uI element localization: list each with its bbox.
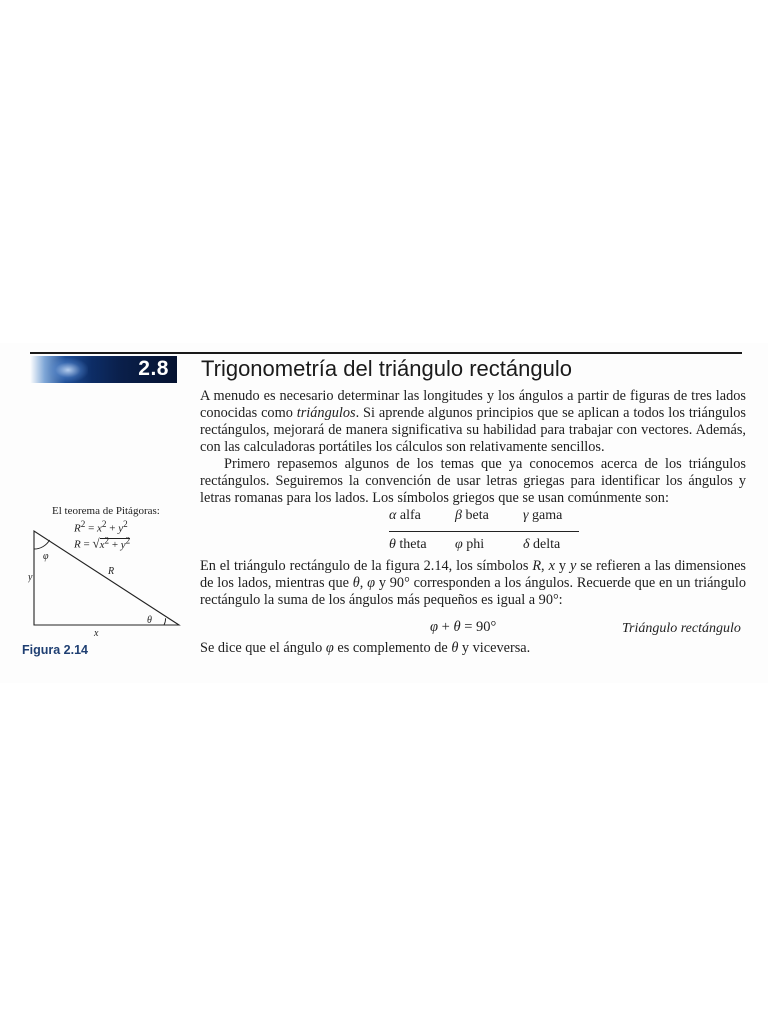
equation-label: Triángulo rectángulo (622, 621, 741, 636)
paragraph-3-block (200, 558, 746, 609)
paragraph-3-text: se refieren a las dimensiones de los lados, mientras que (200, 558, 746, 591)
formula-exponent: 2 (80, 519, 86, 529)
phi-angle-arc (34, 540, 50, 549)
separator: y (554, 558, 570, 574)
symbol-y: y (569, 558, 577, 574)
greek-symbol: α (389, 508, 397, 523)
greek-name: beta (465, 508, 489, 523)
formula-term: y (120, 538, 126, 551)
formula-term: R (74, 538, 81, 551)
triangle-shape (34, 531, 179, 625)
theta-angle-arc (164, 618, 166, 625)
pythagoras-title: El teorema de Pitágoras: (52, 505, 160, 517)
complement-sentence (200, 640, 530, 657)
greek-symbol: θ (389, 537, 396, 552)
angle-sum-equation (430, 619, 496, 636)
formula-term: R (74, 522, 81, 535)
paragraph-2: Primero repasemos algunos de los temas que ya conocemos acerca de los triángulos rectángulos. Seguiremos la convención de usar letras griegas para identificar los ángulos y letras romanas para los lados. Los símbolos griegos que se usan comúnmente son: (200, 456, 746, 506)
paragraph-1 (200, 388, 746, 456)
greek-name: phi (466, 537, 485, 552)
symbol-R: R (532, 558, 542, 574)
formula-term: x (97, 522, 102, 535)
square-root-icon: √ (92, 535, 100, 551)
greek-name: gama (532, 508, 563, 523)
formula-exponent: 2 (125, 535, 131, 545)
label-theta: θ (147, 615, 152, 626)
paragraph-1-text-b: . Si aprende algunos principios que se aplican a todos los triángulos rectángulos, mejorará de manera significativa su habilidad para trabajar con vectores. Además, con las calculadoras portátiles los cálculos son relativamente sencillos. (200, 405, 746, 455)
greek-name: alfa (399, 508, 421, 523)
paragraph-1-text-a: A menudo es necesario determinar las longitudes y los ángulos a partir de figuras de tres lados conocidas como (200, 388, 746, 421)
figure-caption: Figura 2.14 (22, 643, 88, 657)
greek-cell (523, 532, 579, 556)
section-title: Trigonometría del triángulo rectángulo (201, 356, 572, 381)
paragraph-1-emphasis: triángulos (296, 405, 356, 421)
symbol-phi: φ (325, 640, 334, 656)
separator: , (359, 575, 368, 591)
greek-cell (455, 532, 523, 556)
greek-symbol: γ (523, 508, 529, 523)
formula-operator: + (106, 522, 119, 535)
formula-operator: = (85, 522, 98, 535)
equation-plus: + (438, 619, 454, 635)
greek-name: theta (399, 537, 427, 552)
greek-row (389, 532, 579, 556)
greek-cell (389, 532, 455, 556)
greek-name: delta (533, 537, 561, 552)
greek-cell (389, 506, 455, 532)
sentence-text: es complemento de (333, 640, 452, 656)
section-top-rule (30, 352, 742, 354)
label-x: x (94, 628, 99, 638)
greek-cell (523, 506, 579, 532)
section-number: 2.8 (138, 357, 169, 380)
formula-operator: + (109, 538, 121, 551)
symbol-phi: φ (367, 575, 376, 591)
label-R: R (108, 566, 115, 577)
symbol-theta: θ (352, 575, 360, 591)
sentence-text: y viceversa. (458, 640, 531, 656)
equation-phi: φ (430, 619, 439, 635)
separator: , (541, 558, 549, 574)
sentence-text: Se dice que el ángulo (200, 640, 326, 656)
equation-theta: θ (453, 619, 461, 635)
paragraph-3 (200, 558, 746, 609)
section-number-badge (30, 356, 177, 383)
intro-paragraphs (200, 388, 746, 507)
label-y: y (28, 572, 33, 583)
greek-symbol: φ (455, 537, 463, 552)
greek-symbol: δ (523, 537, 530, 552)
formula-term: y (118, 522, 124, 535)
greek-symbol: β (455, 508, 462, 523)
greek-letters-table (389, 506, 579, 555)
formula-exponent: 2 (101, 519, 107, 529)
paragraph-3-text: En el triángulo rectángulo de la figura 2.14, los símbolos (200, 558, 533, 574)
formula-operator: = (80, 538, 93, 551)
formula-term: x (99, 538, 105, 551)
greek-row (389, 506, 579, 532)
paragraph-3-text: y 90° corresponden a los ángulos. Recuerde que en un triángulo rectángulo la suma de los ángulos más pequeños es igual a 90°: (200, 575, 746, 608)
symbol-theta: θ (451, 640, 459, 656)
symbol-x: x (548, 558, 555, 574)
label-phi: φ (43, 551, 49, 562)
formula-exponent: 2 (104, 535, 110, 545)
right-triangle-figure (28, 526, 188, 638)
formula-exponent: 2 (123, 519, 128, 529)
greek-cell (455, 506, 523, 532)
equation-rest: = 90° (460, 619, 497, 635)
